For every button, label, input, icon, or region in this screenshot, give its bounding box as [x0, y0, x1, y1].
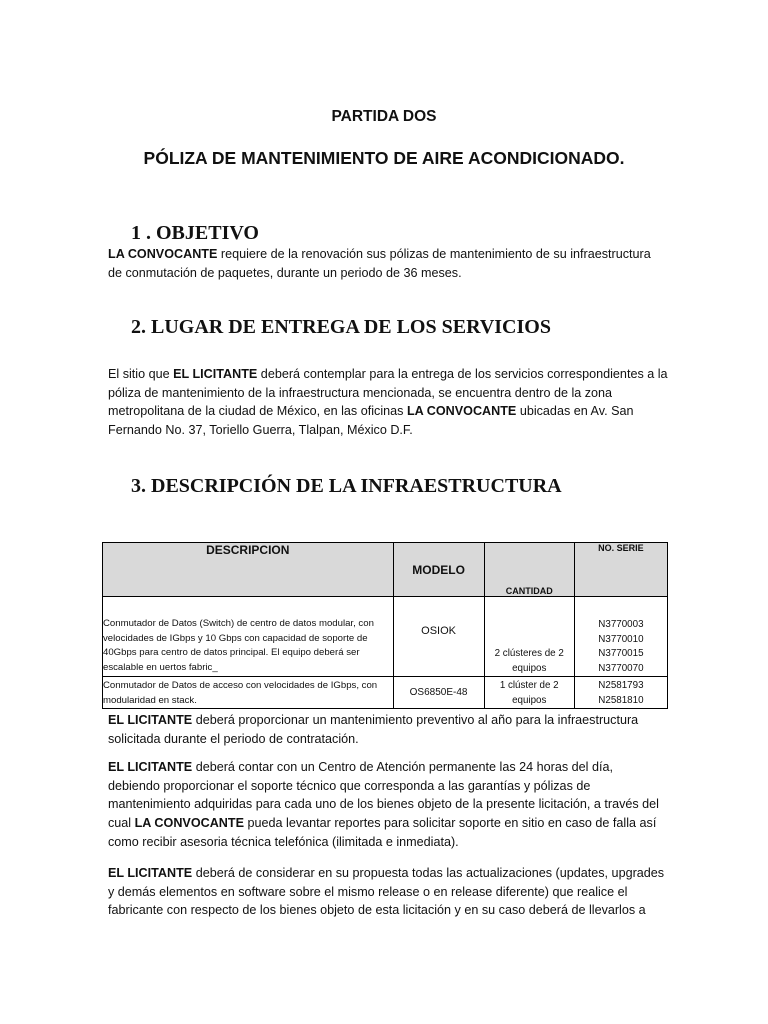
header-descripcion: DESCRIPCION: [103, 543, 394, 597]
bold-term: EL LICITANTE: [108, 866, 193, 880]
cell-modelo: OS6850E-48: [393, 677, 484, 709]
table-row: [103, 677, 668, 709]
serial-number: N2581793: [598, 680, 644, 691]
bold-term: LA CONVOCANTE: [134, 816, 244, 831]
bold-term: EL LICITANTE: [173, 367, 258, 381]
header-modelo: MODELO: [393, 543, 484, 597]
cell-descripcion: Conmutador de Datos de acceso con velocidades de IGbps, con modularidad en stack.: [103, 677, 394, 709]
cell-serie: [574, 677, 667, 709]
lugar-paragraph: [108, 365, 668, 440]
header-cantidad: CANTIDAD: [484, 543, 574, 597]
serial-number: N2581810: [598, 694, 644, 706]
bold-term: EL LICITANTE: [108, 713, 193, 727]
cell-serie: [574, 597, 667, 677]
cell-descripcion: Conmutador de Datos (Switch) de centro de datos modular, con velocidades de IGbps y 10 Gbps con capacidad de soporte de 40Gbps para centro de datos principal. El equipo deberá ser escalable en uertos fabric_: [103, 597, 394, 677]
paragraph-text: deberá contemplar para la entrega de los servicios correspondientes a la póliza de mantenimiento de la infraestructura mencionada, se encuentra dentro de la zona metropolitana de la ciudad de México, en las oficinas: [108, 367, 668, 419]
document-subtitle: PÓLIZA DE MANTENIMIENTO DE AIRE ACONDICIONADO.: [143, 148, 625, 168]
centro-atencion-paragraph: [108, 758, 668, 852]
section-heading-lugar: 2. LUGAR DE ENTREGA DE LOS SERVICIOS: [131, 316, 551, 338]
paragraph-text: requiere de la renovación sus pólizas de mantenimiento de su infraestructura de conmutación de paquetes, durante un periodo de 36 meses.: [108, 247, 651, 280]
serial-number: N3770070: [598, 662, 644, 674]
table-header-row: [103, 543, 668, 597]
paragraph-text: deberá contar con un Centro de Atención permanente las 24 horas del día, debiendo proporcionar el soporte técnico que corresponda a las garantías y pólizas de mantenimiento adquiridas para cada uno de los bienes objeto de la presente licitación, a través del cual: [108, 760, 659, 831]
bold-term: LA CONVOCANTE: [406, 404, 517, 419]
serial-number: N3770015: [598, 648, 644, 659]
mantenimiento-paragraph: [108, 711, 668, 748]
paragraph-text: El sitio que: [108, 367, 174, 381]
objetivo-paragraph: [108, 245, 668, 282]
actualizaciones-paragraph: [108, 864, 668, 920]
serial-number: N3770003: [598, 619, 644, 630]
cell-modelo: OSIOK: [393, 597, 484, 677]
table-row: [103, 597, 668, 677]
paragraph-text: deberá de considerar en su propuesta todas las actualizaciones (updates, upgrades y demás elementos en software sobre el mismo release o en release diferente) que realice el fabricante con respecto de los bienes objeto de esta licitación y en su caso deberá de llevarlos a: [108, 866, 665, 918]
header-serie: NO. SERIE: [574, 543, 667, 597]
infrastructure-table: [102, 542, 668, 709]
cell-cantidad: 1 clúster de 2 equipos: [484, 677, 574, 709]
bold-term: LA CONVOCANTE: [108, 247, 218, 261]
paragraph-text: ubicadas en Av. San Fernando No. 37, Toriello Guerra, Tlalpan, México D.F.: [108, 404, 634, 438]
document-title: PARTIDA DOS: [331, 108, 437, 125]
paragraph-text: pueda levantar reportes para solicitar soporte en sitio en caso de falla así como recibir asesoria técnica telefónica (ilimitada e inmediata).: [108, 816, 657, 849]
section-heading-objetivo: 1 . OBJETIVO: [131, 222, 259, 244]
cell-cantidad: 2 clústeres de 2 equipos: [484, 597, 574, 677]
paragraph-text: deberá proporcionar un mantenimiento preventivo al año para la infraestructura solicitada durante el periodo de contratación.: [108, 713, 639, 746]
serial-number: N3770010: [598, 633, 644, 645]
section-heading-descripcion: 3. DESCRIPCIÓN DE LA INFRAESTRUCTURA: [131, 475, 562, 497]
bold-term: EL LICITANTE: [108, 760, 193, 774]
